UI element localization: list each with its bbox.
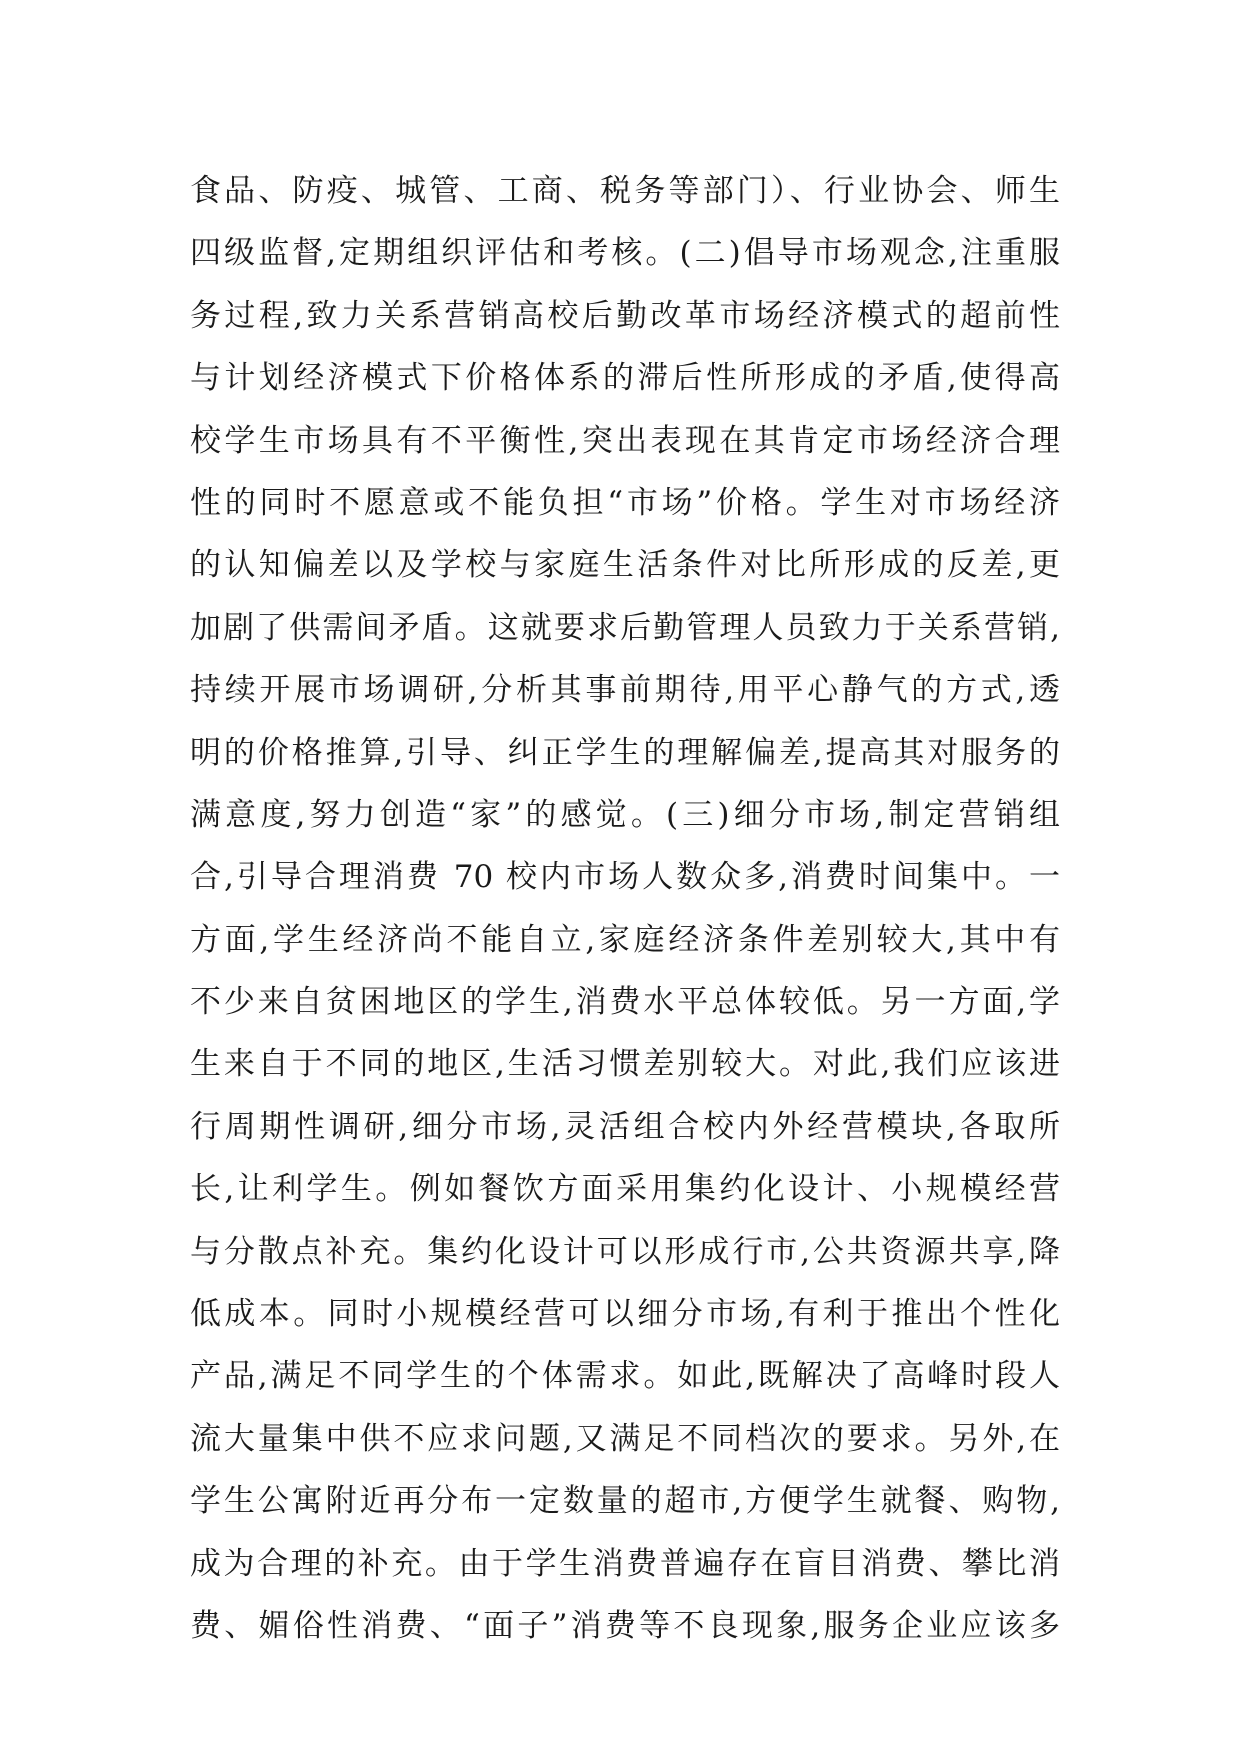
- text-line: 生来自于不同的地区,生活习惯差别较大。对此,我们应该进: [190, 1046, 1060, 1083]
- text-line: 低成本。同时小规模经营可以细分市场,有利于推出个性化: [190, 1296, 1060, 1333]
- text-line: 明的价格推算,引导、纠正学生的理解偏差,提高其对服务的: [190, 734, 1060, 771]
- text-line: 性的同时不愿意或不能负担“市场”价格。学生对市场经济: [190, 484, 1060, 521]
- text-line: 学生公寓附近再分布一定数量的超市,方便学生就餐、购物,: [190, 1483, 1060, 1520]
- text-line: 不少来自贫困地区的学生,消费水平总体较低。另一方面,学: [190, 984, 1060, 1021]
- text-line: 流大量集中供不应求问题,又满足不同档次的要求。另外,在: [190, 1420, 1060, 1457]
- text-line: 长,让利学生。例如餐饮方面采用集约化设计、小规模经营: [190, 1171, 1060, 1208]
- text-line: 产品,满足不同学生的个体需求。如此,既解决了高峰时段人: [190, 1358, 1060, 1395]
- text-line: 校学生市场具有不平衡性,突出表现在其肯定市场经济合理: [190, 422, 1060, 459]
- text-line: 与计划经济模式下价格体系的滞后性所形成的矛盾,使得高: [190, 360, 1060, 397]
- text-line: 满意度,努力创造“家”的感觉。(三)细分市场,制定营销组: [190, 796, 1060, 833]
- text-line: 费、媚俗性消费、“面子”消费等不良现象,服务企业应该多: [190, 1607, 1060, 1644]
- text-line: 务过程,致力关系营销高校后勤改革市场经济模式的超前性: [190, 297, 1060, 334]
- text-line: 食品、防疫、城管、工商、税务等部门）、行业协会、师生: [190, 173, 1060, 209]
- text-line: 成为合理的补充。由于学生消费普遍存在盲目消费、攀比消: [190, 1545, 1060, 1582]
- text-line: 的认知偏差以及学校与家庭生活条件对比所形成的反差,更: [190, 547, 1060, 584]
- text-line: 四级监督,定期组织评估和考核。(二)倡导市场观念,注重服: [190, 235, 1060, 272]
- text-line: 行周期性调研,细分市场,灵活组合校内外经营模块,各取所: [190, 1108, 1060, 1145]
- text-line: 合,引导合理消费 70 校内市场人数众多,消费时间集中。一: [190, 859, 1060, 896]
- text-line: 持续开展市场调研,分析其事前期待,用平心静气的方式,透: [190, 672, 1060, 709]
- body-text: [190, 160, 1060, 1657]
- text-line: 方面,学生经济尚不能自立,家庭经济条件差别较大,其中有: [190, 921, 1060, 958]
- text-line: 与分散点补充。集约化设计可以形成行市,公共资源共享,降: [190, 1233, 1060, 1270]
- text-line: 加剧了供需间矛盾。这就要求后勤管理人员致力于关系营销,: [190, 609, 1060, 646]
